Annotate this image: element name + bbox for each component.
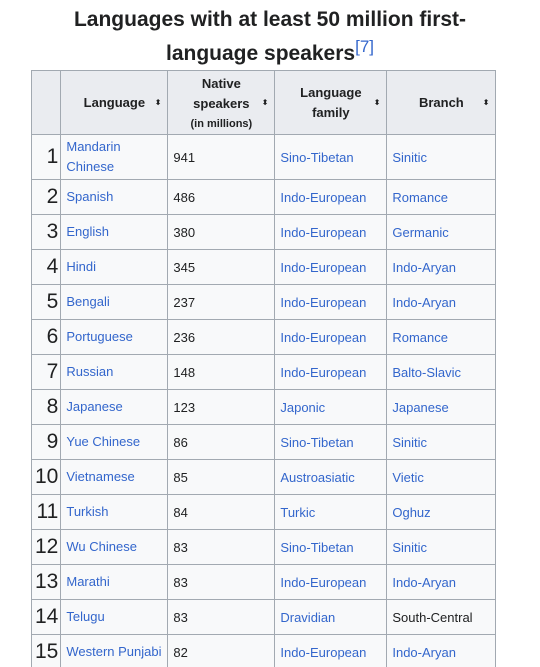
table-row bbox=[32, 250, 496, 285]
rank-number: 2 bbox=[46, 185, 59, 208]
header-branch[interactable] bbox=[387, 71, 496, 135]
language-link[interactable]: Wu Chinese bbox=[66, 539, 137, 554]
rank-number: 11 bbox=[36, 500, 59, 523]
rank-number: 7 bbox=[46, 360, 59, 383]
table-row bbox=[32, 180, 496, 215]
speakers-value-cell bbox=[168, 565, 275, 600]
rank-number-cell bbox=[32, 460, 61, 495]
speakers-value-cell bbox=[168, 180, 275, 215]
family-link[interactable]: Sino-Tibetan bbox=[280, 539, 354, 555]
branch-link-cell bbox=[387, 355, 496, 390]
header-language[interactable] bbox=[61, 71, 168, 135]
branch-link-cell bbox=[387, 530, 496, 565]
branch-link[interactable]: Sinitic bbox=[392, 539, 428, 555]
language-link[interactable]: Portuguese bbox=[66, 329, 133, 344]
family-link[interactable]: Indo-European bbox=[280, 574, 367, 590]
branch-link-cell bbox=[387, 390, 496, 425]
table-caption bbox=[60, 3, 480, 72]
header-family-label: Language family bbox=[300, 84, 362, 120]
rank-number-cell bbox=[32, 215, 61, 250]
language-link[interactable]: Turkish bbox=[66, 504, 109, 519]
speakers-value-cell bbox=[168, 390, 275, 425]
header-language-family[interactable] bbox=[275, 71, 387, 135]
branch-link[interactable]: Romance bbox=[392, 329, 448, 345]
language-link[interactable]: Spanish bbox=[66, 189, 114, 204]
family-link-cell bbox=[275, 530, 387, 565]
speakers-value-cell bbox=[168, 635, 275, 667]
header-speakers-label: Native speakers bbox=[193, 76, 250, 111]
branch-link[interactable]: Japanese bbox=[392, 399, 449, 415]
table-row bbox=[32, 320, 496, 355]
language-link-cell bbox=[61, 390, 168, 425]
header-native-speakers[interactable] bbox=[168, 71, 275, 135]
language-link-cell bbox=[61, 600, 168, 635]
branch-text-cell bbox=[387, 600, 496, 635]
rank-number-cell bbox=[32, 320, 61, 355]
speakers-value-cell bbox=[168, 250, 275, 285]
language-link-cell bbox=[61, 425, 168, 460]
family-link-cell bbox=[275, 460, 387, 495]
language-link-cell bbox=[61, 250, 168, 285]
branch-link-cell bbox=[387, 635, 496, 667]
sort-icon[interactable]: ⬍ bbox=[482, 97, 490, 107]
family-link-cell bbox=[275, 180, 387, 215]
rank-number-cell bbox=[32, 495, 61, 530]
family-link[interactable]: Indo-European bbox=[280, 364, 367, 380]
branch-link[interactable]: Indo-Aryan bbox=[392, 574, 456, 590]
branch-link-cell bbox=[387, 180, 496, 215]
branch-link-cell bbox=[387, 565, 496, 600]
branch-link[interactable]: Sinitic bbox=[392, 434, 428, 450]
branch-link[interactable]: Vietic bbox=[392, 469, 424, 485]
speakers-value-cell bbox=[168, 355, 275, 390]
branch-link[interactable]: Indo-Aryan bbox=[392, 294, 456, 310]
rank-number-cell bbox=[32, 355, 61, 390]
language-link[interactable]: Bengali bbox=[66, 294, 110, 309]
branch-link[interactable]: Indo-Aryan bbox=[392, 644, 456, 660]
branch-link[interactable]: Germanic bbox=[392, 224, 449, 240]
branch-text: South-Central bbox=[392, 609, 473, 625]
language-link[interactable]: Vietnamese bbox=[66, 469, 135, 484]
branch-link-cell bbox=[387, 285, 496, 320]
family-link[interactable]: Austroasiatic bbox=[280, 469, 355, 485]
language-link-cell bbox=[61, 495, 168, 530]
header-speakers-unit: (in millions) bbox=[190, 118, 253, 130]
branch-link[interactable]: Oghuz bbox=[392, 504, 431, 520]
family-link[interactable]: Indo-European bbox=[280, 259, 367, 275]
header-branch-label: Branch bbox=[418, 94, 464, 110]
rank-number: 14 bbox=[35, 605, 59, 628]
sort-icon[interactable]: ⬍ bbox=[154, 97, 162, 107]
family-link[interactable]: Turkic bbox=[280, 504, 316, 520]
language-link[interactable]: Yue Chinese bbox=[66, 434, 141, 449]
table-row bbox=[32, 565, 496, 600]
language-link-cell bbox=[61, 180, 168, 215]
speakers-value: 236 bbox=[173, 329, 196, 345]
table-row bbox=[32, 135, 496, 180]
rank-number-cell bbox=[32, 285, 61, 320]
rank-number: 5 bbox=[46, 290, 59, 313]
family-link-cell bbox=[275, 635, 387, 667]
language-link-cell bbox=[61, 320, 168, 355]
family-link[interactable]: Indo-European bbox=[280, 329, 367, 345]
speakers-value-cell bbox=[168, 495, 275, 530]
family-link[interactable]: Dravidian bbox=[280, 609, 336, 625]
language-link-cell bbox=[61, 285, 168, 320]
rank-number-cell bbox=[32, 530, 61, 565]
speakers-value: 941 bbox=[173, 149, 196, 165]
language-link-cell bbox=[61, 565, 168, 600]
language-link[interactable]: Japanese bbox=[66, 399, 123, 414]
family-link-cell bbox=[275, 320, 387, 355]
table-row bbox=[32, 460, 496, 495]
table-row bbox=[32, 600, 496, 635]
speakers-value: 85 bbox=[173, 469, 188, 485]
language-link-cell bbox=[61, 355, 168, 390]
family-link-cell bbox=[275, 135, 387, 180]
branch-link-cell bbox=[387, 215, 496, 250]
speakers-value: 486 bbox=[173, 189, 196, 205]
rank-number-cell bbox=[32, 635, 61, 667]
family-link-cell bbox=[275, 600, 387, 635]
header-language-label: Language bbox=[83, 94, 146, 110]
table-row bbox=[32, 425, 496, 460]
speakers-value: 148 bbox=[173, 364, 196, 380]
speakers-value-cell bbox=[168, 425, 275, 460]
sort-icon[interactable]: ⬍ bbox=[373, 97, 381, 107]
family-link-cell bbox=[275, 565, 387, 600]
rank-number-cell bbox=[32, 425, 61, 460]
family-link-cell bbox=[275, 250, 387, 285]
speakers-value-cell bbox=[168, 215, 275, 250]
family-link-cell bbox=[275, 425, 387, 460]
family-link-cell bbox=[275, 215, 387, 250]
branch-link[interactable]: Balto-Slavic bbox=[392, 364, 461, 380]
rank-number: 8 bbox=[46, 395, 59, 418]
language-link-cell bbox=[61, 215, 168, 250]
family-link-cell bbox=[275, 285, 387, 320]
caption-title: Languages with at least 50 million first-language speakers bbox=[73, 8, 467, 65]
language-link[interactable]: Russian bbox=[66, 364, 114, 379]
language-link[interactable]: Mandarin Chinese bbox=[66, 139, 121, 174]
citation-link[interactable]: [7] bbox=[355, 37, 374, 56]
rank-number: 15 bbox=[35, 640, 59, 663]
branch-link-cell bbox=[387, 495, 496, 530]
speakers-value: 86 bbox=[173, 434, 188, 450]
language-link[interactable]: Hindi bbox=[66, 259, 96, 274]
branch-link-cell bbox=[387, 250, 496, 285]
language-link[interactable]: English bbox=[66, 224, 109, 239]
branch-link[interactable]: Romance bbox=[392, 189, 448, 205]
rank-number-cell bbox=[32, 390, 61, 425]
rank-number-cell bbox=[32, 600, 61, 635]
rank-number-cell bbox=[32, 250, 61, 285]
branch-link[interactable]: Sinitic bbox=[392, 149, 428, 165]
family-link[interactable]: Indo-European bbox=[280, 644, 367, 660]
table-row bbox=[32, 635, 496, 667]
sort-icon[interactable]: ⬍ bbox=[261, 97, 269, 107]
speakers-value-cell bbox=[168, 600, 275, 635]
family-link[interactable]: Sino-Tibetan bbox=[280, 149, 354, 165]
family-link[interactable]: Japonic bbox=[280, 399, 326, 415]
rank-number: 6 bbox=[46, 325, 59, 348]
languages-table bbox=[31, 70, 496, 667]
family-link[interactable]: Indo-European bbox=[280, 224, 367, 240]
rank-number: 3 bbox=[46, 220, 59, 243]
table-row bbox=[32, 390, 496, 425]
header-rank bbox=[32, 71, 61, 135]
family-link[interactable]: Sino-Tibetan bbox=[280, 434, 354, 450]
rank-number: 13 bbox=[35, 570, 59, 593]
speakers-value-cell bbox=[168, 320, 275, 355]
language-link-cell bbox=[61, 135, 168, 180]
family-link-cell bbox=[275, 495, 387, 530]
rank-number-cell bbox=[32, 565, 61, 600]
branch-link-cell bbox=[387, 425, 496, 460]
family-link[interactable]: Indo-European bbox=[280, 294, 367, 310]
branch-link-cell bbox=[387, 460, 496, 495]
language-link-cell bbox=[61, 635, 168, 667]
rank-number: 10 bbox=[35, 465, 59, 488]
branch-link-cell bbox=[387, 320, 496, 355]
speakers-value: 83 bbox=[173, 574, 188, 590]
rank-number: 4 bbox=[46, 255, 59, 278]
speakers-value: 345 bbox=[173, 259, 196, 275]
language-link[interactable]: Marathi bbox=[66, 574, 110, 589]
speakers-value-cell bbox=[168, 285, 275, 320]
speakers-value: 123 bbox=[173, 399, 196, 415]
table-row bbox=[32, 530, 496, 565]
language-link[interactable]: Western Punjabi bbox=[66, 644, 162, 659]
family-link-cell bbox=[275, 355, 387, 390]
speakers-value: 237 bbox=[173, 294, 196, 310]
speakers-value: 82 bbox=[173, 644, 188, 660]
rank-number-cell bbox=[32, 135, 61, 180]
rank-number: 9 bbox=[46, 430, 59, 453]
table-row bbox=[32, 215, 496, 250]
speakers-value-cell bbox=[168, 460, 275, 495]
family-link-cell bbox=[275, 390, 387, 425]
table-body bbox=[32, 135, 496, 667]
table-row bbox=[32, 355, 496, 390]
rank-number: 12 bbox=[35, 535, 59, 558]
speakers-value-cell bbox=[168, 530, 275, 565]
speakers-value: 83 bbox=[173, 609, 188, 625]
branch-link-cell bbox=[387, 135, 496, 180]
header-row bbox=[32, 71, 496, 135]
speakers-value: 84 bbox=[173, 504, 188, 520]
language-link-cell bbox=[61, 530, 168, 565]
speakers-value: 83 bbox=[173, 539, 188, 555]
rank-number: 1 bbox=[46, 145, 59, 168]
branch-link[interactable]: Indo-Aryan bbox=[392, 259, 456, 275]
language-link-cell bbox=[61, 460, 168, 495]
table-row bbox=[32, 285, 496, 320]
speakers-value: 380 bbox=[173, 224, 196, 240]
rank-number-cell bbox=[32, 180, 61, 215]
speakers-value-cell bbox=[168, 135, 275, 180]
language-link[interactable]: Telugu bbox=[66, 609, 105, 624]
table-row bbox=[32, 495, 496, 530]
family-link[interactable]: Indo-European bbox=[280, 189, 367, 205]
